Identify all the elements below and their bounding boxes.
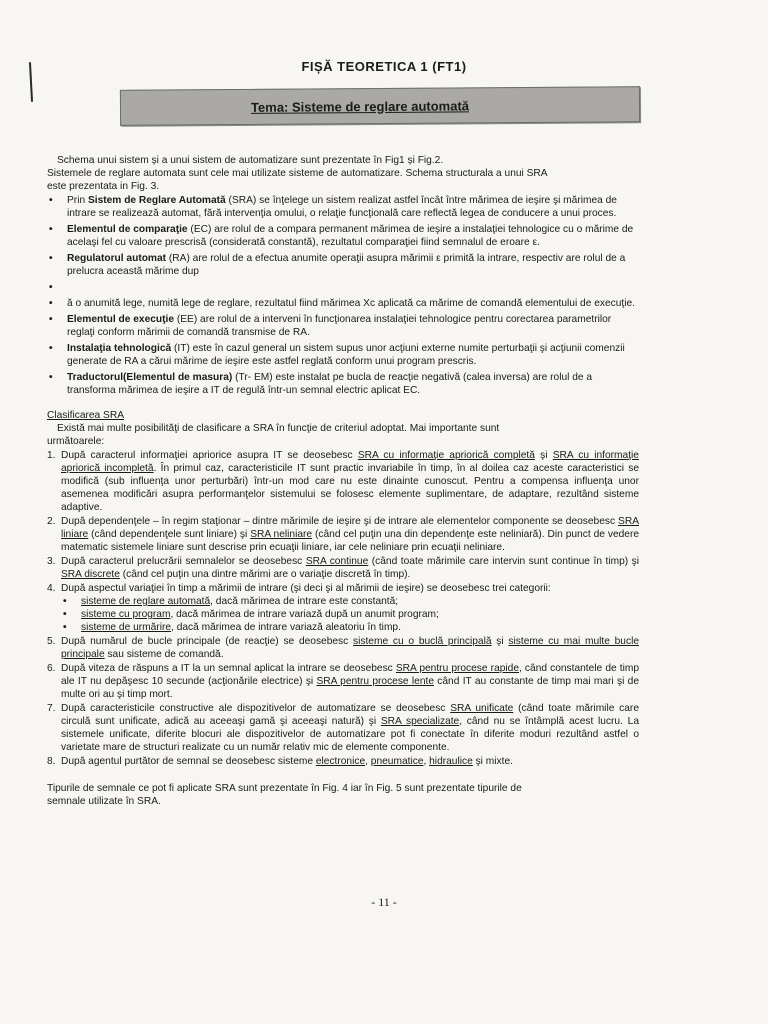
item-text: După dependenţele – în regim staţionar – dintre mărimile de ieşire şi de intrare ale elementelor componente se deosebesc xyxy=(61,516,619,527)
definition-term: Traductorul(Elementul de masura) xyxy=(67,372,233,383)
item-text: După agentul purtător de semnal se deosebesc sisteme xyxy=(61,756,316,767)
item-text: . În primul caz, caracteristicile IT sunt practic invariabile în timp, în al doilea caz aceste caracteristici se modifică (sub influenţa unor perturbări) într-un mod care nu este dinainte cunoscut. Pentru a compensa influenţa unor asemenea modificări asupra performanţelor sistemului se folosesc elemente suplimentare, de adaptare, rezultând sisteme adaptive. xyxy=(61,463,639,513)
definition-item xyxy=(47,223,639,249)
item-text: şi xyxy=(534,450,553,461)
bullet-marker: • xyxy=(49,195,53,206)
sub-item xyxy=(61,608,639,621)
section-intro: Există mai multe posibilităţi de clasificare a SRA în funcţie de criteriul adoptat. Mai importante sunt xyxy=(57,423,500,434)
definition-item xyxy=(47,342,639,368)
item-number: 8. xyxy=(47,756,56,767)
item-text: (când cel puţin una dintre mărimi are o variaţie discretă în timp). xyxy=(119,569,411,580)
bullet-marker: • xyxy=(49,224,53,235)
item-term: SRA continue xyxy=(305,556,369,567)
closing-line: Tipurile de semnale ce pot fi aplicate SRA sunt prezentate în Fig. 4 iar în Fig. 5 sunt prezentate tipurile de xyxy=(47,783,522,794)
item-text: , dacă mărimea de intrare variază aleatoriu în timp. xyxy=(171,622,401,633)
item-text: şi mixte. xyxy=(472,756,513,767)
item-term: sisteme de urmărire xyxy=(81,622,172,633)
bullet-marker: • xyxy=(49,253,53,264)
intro-paragraph xyxy=(47,154,639,193)
item-term: SRA unificate xyxy=(450,703,514,714)
classification-item xyxy=(47,755,639,768)
intro-line: este prezentata in Fig. 3. xyxy=(47,181,160,192)
sub-list xyxy=(61,595,639,634)
sub-item xyxy=(61,595,639,608)
item-number: 1. xyxy=(47,450,56,461)
definition-text: ă o anumită lege, numită lege de reglare, rezultatul fiind mărimea Xc aplicată ca mărime de comandă elementului de execuţie. xyxy=(67,298,635,309)
item-text: , dacă mărimea de intrare este constantă; xyxy=(210,596,399,607)
document-body xyxy=(47,154,639,808)
bullet-marker: • xyxy=(63,609,67,620)
definition-text: (IT) este în cazul general un sistem supus unor acţiuni externe numite perturbaţii şi acţiunii comenzii generate de RA a cărui mărime de ieşire este astfel reglată conform unui program prescris. xyxy=(67,343,625,367)
definition-text: (SRA) se înţelege un sistem realizat astfel încât între mărimea de ieşire şi mărimea de intrare se realizează automat, fără intervenţia omului, o relaţie funcţională care reflectă legea de conducere a unui proces. xyxy=(67,195,617,219)
item-term: SRA cu informaţie apriorică completă xyxy=(357,450,535,461)
definitions-list xyxy=(47,194,639,397)
item-text: , dacă mărimea de intrare variază după un anumit program; xyxy=(170,609,439,620)
item-term: SRA discrete xyxy=(61,569,120,580)
item-text: şi xyxy=(491,636,509,647)
item-term: sisteme cu program xyxy=(81,609,171,620)
item-text: , când nu se întâmplă acest lucru. La sistemele unificate, diferite blocuri ale dispozitivelor de automatizare pot fi conectate în diferite moduri rezultând astfel o varietate mare de structuri realizate cu un număr relativ mic de elemente componente. xyxy=(61,716,639,753)
item-number: 6. xyxy=(47,663,56,674)
definition-text: (RA) are rolul de a efectua anumite operaţii asupra mărimii ε primită la intrare, respectiv are rolul de a prelucra această mărime dup xyxy=(67,253,626,277)
bullet-marker: • xyxy=(49,298,53,309)
item-number: 7. xyxy=(47,703,56,714)
item-text: când IT au constante de timp mai mari şi de multe ori au şi timp mort. xyxy=(61,676,639,700)
section-intro: următoarele: xyxy=(47,436,105,447)
item-number: 5. xyxy=(47,636,56,647)
bullet-marker: • xyxy=(49,343,53,354)
definition-text: Prin xyxy=(67,195,88,206)
item-number: 4. xyxy=(47,583,56,594)
document-title: FIȘĂ TEORETICA 1 (FT1) xyxy=(301,59,467,74)
classification-item xyxy=(47,555,639,581)
bullet-marker: • xyxy=(63,622,67,633)
item-text: (când toate mărimile care circulă sunt unificate, adică au aceeaşi gamă şi aceeaşi natură) şi xyxy=(61,703,639,727)
item-term: hidraulice xyxy=(429,756,473,767)
definition-item xyxy=(47,281,639,294)
definition-term: Regulatorul automat xyxy=(67,253,167,264)
page-number: - 11 - xyxy=(371,895,397,909)
item-term: electronice xyxy=(315,756,366,767)
definition-item xyxy=(47,313,639,339)
item-text: , când constantele de timp ale IT nu depăşesc 10 secunde (acţionările electrice) şi xyxy=(61,663,640,687)
classification-item xyxy=(47,702,639,754)
item-term: SRA neliniare xyxy=(250,529,313,540)
item-term: SRA cu informaţie apriorică incompletă xyxy=(61,450,639,474)
item-text: (când dependenţele sunt liniare) şi xyxy=(88,529,251,540)
item-term: pneumatice xyxy=(370,756,424,767)
closing-paragraph xyxy=(47,782,639,808)
item-term: SRA pentru procese rapide xyxy=(395,663,519,674)
classification-list xyxy=(47,449,639,768)
item-text: După viteza de răspuns a IT la un semnal aplicat la intrare se deosebesc xyxy=(61,663,396,674)
topic-banner xyxy=(120,86,640,126)
topic-title: Tema: Sisteme de reglare automată xyxy=(250,97,470,115)
bullet-marker: • xyxy=(49,372,53,383)
closing-line: semnale utilizate în SRA. xyxy=(47,796,161,807)
item-number: 2. xyxy=(47,516,56,527)
classification-item xyxy=(47,582,639,634)
definition-term: Elementul de comparaţie xyxy=(67,224,188,235)
definition-text: (Tr- EM) este instalat pe bucla de reacţie negativă (calea inversa) are rolul de a transforma mărimea de ieşire a IT de regulă într-un semnal electric aplicat EC. xyxy=(67,372,593,396)
item-term: SRA specializate xyxy=(380,716,460,727)
item-text: După caracterul prelucrării semnalelor se deosebesc xyxy=(61,556,306,567)
item-text: După numărul de bucle principale (de reacţie) se deosebesc xyxy=(61,636,354,647)
item-text: După aspectul variaţiei în timp a mărimii de intrare (şi deci şi al mărimii de ieşire) se deosebesc trei categorii: xyxy=(61,583,551,594)
classification-item xyxy=(47,635,639,661)
classification-item xyxy=(47,662,639,701)
definition-item xyxy=(47,371,639,397)
bullet-marker: • xyxy=(49,314,53,325)
definition-item xyxy=(47,252,639,278)
item-term: sisteme cu o buclă principală xyxy=(353,636,492,647)
bullet-marker: • xyxy=(63,596,67,607)
classification-item xyxy=(47,515,639,554)
item-term: SRA liniare xyxy=(61,516,639,540)
sub-item xyxy=(61,621,639,634)
item-text: (când toate mărimile care intervin sunt continue în timp) şi xyxy=(368,556,640,567)
item-term: sisteme cu mai multe bucle principale xyxy=(61,636,639,660)
definition-term: Elementul de execuţie xyxy=(67,314,175,325)
item-text: După caracteristicile constructive ale dispozitivelor de automatizare se deosebesc xyxy=(61,703,451,714)
item-text: sau sisteme de comandă. xyxy=(104,649,224,660)
item-text: , xyxy=(423,756,430,767)
definition-text: (EC) are rolul de a compara permanent mărimea de ieşire a instalaţiei tehnologice cu o mărime de acelaşi fel cu valoare prescrisă (considerată constantă), rezultatul comparaţiei fiind semnalul de eroare ε. xyxy=(67,224,634,248)
definition-term: Sistem de Reglare Automată xyxy=(87,195,226,206)
intro-line: Schema unui sistem și a unui sistem de automatizare sunt prezentate în Fig1 și Fig.2. xyxy=(57,155,444,166)
item-term: sisteme de reglare automată xyxy=(81,596,211,607)
intro-line: Sistemele de reglare automata sunt cele mai utilizate sisteme de automatizare. Schema structurala a unui SRA xyxy=(47,168,548,179)
section-heading: Clasificarea SRA xyxy=(47,410,124,421)
definition-item xyxy=(47,194,639,220)
item-text: După caracterul informaţiei apriorice asupra IT se deosebesc xyxy=(61,450,358,461)
definition-text: (EE) are rolul de a interveni în funcţionarea instalaţiei tehnologice pentru corectarea parametrilor reglaţi conform mărimii de comandă transmise de RA. xyxy=(67,314,612,338)
bullet-marker: • xyxy=(49,282,53,293)
definition-item xyxy=(47,297,639,310)
item-text: , xyxy=(365,756,371,767)
classification-item xyxy=(47,449,639,514)
definition-term: Instalaţia tehnologică xyxy=(67,343,172,354)
item-term: SRA pentru procese lente xyxy=(316,676,434,687)
item-text: (când cel puţin una din dependenţe este neliniară). Din punct de vedere matematic sistemele liniare sunt descrise prin ecuaţii liniare, iar cele neliniare prin ecuaţii neliniare. xyxy=(61,529,639,553)
item-number: 3. xyxy=(47,556,56,567)
